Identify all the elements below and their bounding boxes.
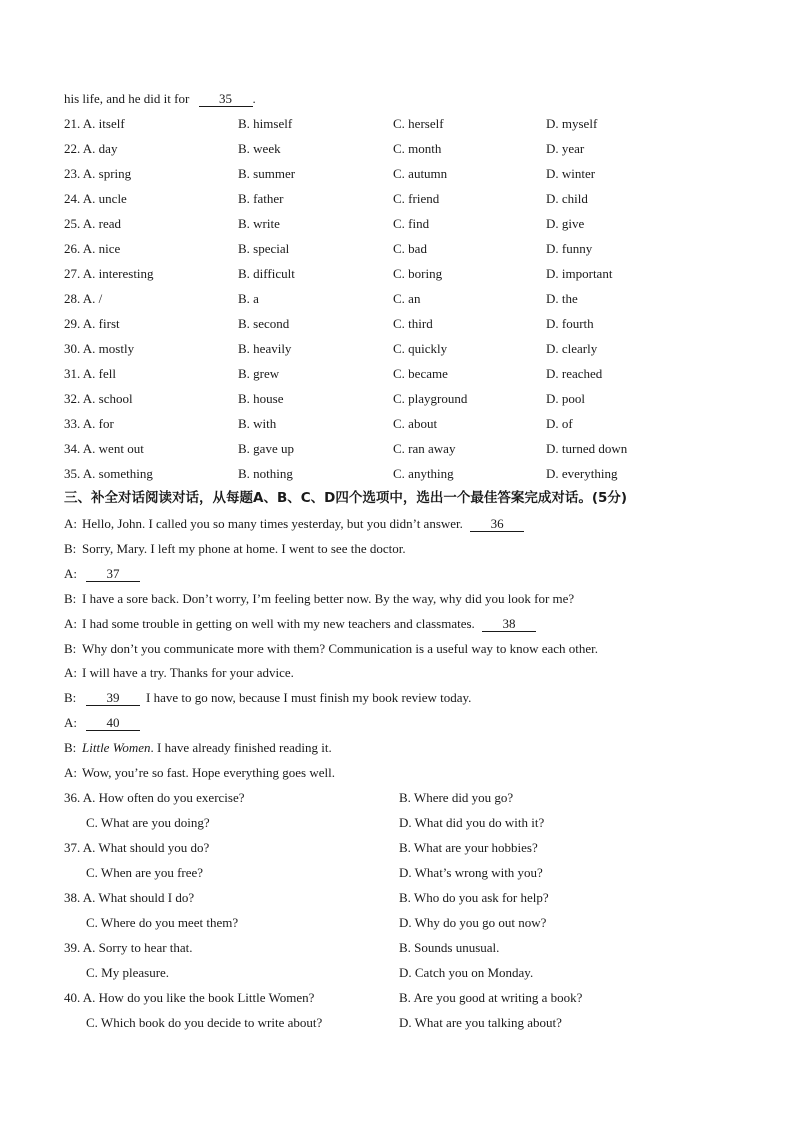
option-a: 36. A. How often do you exercise? <box>64 790 245 805</box>
option-d: D. give <box>546 216 585 231</box>
option-c: C. My pleasure. <box>86 965 170 980</box>
option-b: B. with <box>238 416 277 431</box>
option-c: C. What are you doing? <box>86 815 210 830</box>
dialogue-text: Hello, John. I called you so many times yesterday, but you didn’t answer. <box>82 516 463 531</box>
option-c: C. bad <box>393 241 427 256</box>
blank-37: 37 <box>86 567 140 582</box>
option-d: D. fourth <box>546 316 594 331</box>
speaker-label: A: <box>64 566 77 581</box>
option-d: D. What are you talking about? <box>399 1015 562 1030</box>
speaker-label: A: <box>64 665 77 680</box>
option-c: C. playground <box>393 391 468 406</box>
option-b: B. Where did you go? <box>399 790 514 805</box>
option-a: 21. A. itself <box>64 116 125 131</box>
option-c: C. When are you free? <box>86 865 204 880</box>
option-d: D. everything <box>546 466 618 481</box>
option-a: 28. A. / <box>64 291 103 306</box>
option-a: 38. A. What should I do? <box>64 890 195 905</box>
option-b: B. week <box>238 141 281 156</box>
option-b: B. Sounds unusual. <box>399 940 500 955</box>
option-b: B. Are you good at writing a book? <box>399 990 583 1005</box>
speaker-label: A: <box>64 516 77 531</box>
speaker-label: B: <box>64 740 77 755</box>
option-d: D. Catch you on Monday. <box>399 965 534 980</box>
dialogue-text: I will have a try. Thanks for your advice. <box>82 665 294 680</box>
option-c: C. friend <box>393 191 440 206</box>
option-b: B. difficult <box>238 266 295 281</box>
question-row-29 <box>64 316 744 332</box>
dialogue-line-10 <box>64 740 332 756</box>
option-b: B. nothing <box>238 466 293 481</box>
answer-options-40-ab <box>64 990 744 1006</box>
option-b: B. special <box>238 241 290 256</box>
dialogue-line-5 <box>64 616 536 632</box>
option-d: D. important <box>546 266 613 281</box>
answer-options-39-cd <box>64 965 744 981</box>
option-b: B. grew <box>238 366 280 381</box>
answer-options-37-cd <box>64 865 744 881</box>
question-row-26 <box>64 241 744 257</box>
question-row-34 <box>64 441 744 457</box>
speaker-label: A: <box>64 616 77 631</box>
option-c: C. autumn <box>393 166 448 181</box>
speaker-label: B: <box>64 690 77 705</box>
dialogue-line-1 <box>64 516 524 532</box>
option-a: 31. A. fell <box>64 366 116 381</box>
option-c: C. anything <box>393 466 454 481</box>
dialogue-line-7 <box>64 665 294 681</box>
book-title: Little Women <box>82 740 151 755</box>
option-b: B. heavily <box>238 341 292 356</box>
option-b: B. Who do you ask for help? <box>399 890 549 905</box>
option-b: B. write <box>238 216 280 231</box>
dialogue-line-8 <box>64 690 471 706</box>
option-c: C. boring <box>393 266 443 281</box>
question-row-27 <box>64 266 744 282</box>
question-row-25 <box>64 216 744 232</box>
option-c: C. Which book do you decide to write about? <box>86 1015 323 1030</box>
option-d: D. funny <box>546 241 593 256</box>
option-a: 27. A. interesting <box>64 266 154 281</box>
question-row-35 <box>64 466 744 482</box>
option-d: D. myself <box>546 116 598 131</box>
option-b: B. gave up <box>238 441 294 456</box>
blank-36: 36 <box>470 517 524 532</box>
option-c: C. Where do you meet them? <box>86 915 239 930</box>
option-d: D. winter <box>546 166 596 181</box>
intro-end: . <box>252 91 256 106</box>
blank-40: 40 <box>86 716 140 731</box>
option-a: 26. A. nice <box>64 241 121 256</box>
option-a: 23. A. spring <box>64 166 132 181</box>
option-d: D. turned down <box>546 441 628 456</box>
option-a: 37. A. What should you do? <box>64 840 210 855</box>
speaker-label: A: <box>64 765 77 780</box>
option-d: D. clearly <box>546 341 598 356</box>
option-b: B. What are your hobbies? <box>399 840 538 855</box>
option-b: B. himself <box>238 116 293 131</box>
option-c: C. an <box>393 291 421 306</box>
dialogue-line-11 <box>64 765 335 781</box>
option-a: 30. A. mostly <box>64 341 135 356</box>
question-row-32 <box>64 391 744 407</box>
dialogue-text: I have a sore back. Don’t worry, I’m feeling better now. By the way, why did you look for me? <box>82 591 575 606</box>
answer-options-39-ab <box>64 940 744 956</box>
blank-38: 38 <box>482 617 536 632</box>
question-row-23 <box>64 166 744 182</box>
answer-options-37-ab <box>64 840 744 856</box>
option-d: D. What’s wrong with you? <box>399 865 543 880</box>
option-b: B. a <box>238 291 259 306</box>
question-row-33 <box>64 416 744 432</box>
speaker-label: B: <box>64 591 77 606</box>
option-a: 32. A. school <box>64 391 133 406</box>
question-row-30 <box>64 341 744 357</box>
option-a: 22. A. day <box>64 141 118 156</box>
dialogue-text: I had some trouble in getting on well with my new teachers and classmates. <box>82 616 475 631</box>
question-row-21 <box>64 116 744 132</box>
section-3-heading: 三、补全对话阅读对话，从每题A、B、C、D四个选项中，选出一个最佳答案完成对话。(5分) <box>64 490 628 506</box>
option-d: D. What did you do with it? <box>399 815 545 830</box>
option-c: C. ran away <box>393 441 456 456</box>
option-c: C. month <box>393 141 442 156</box>
option-d: D. reached <box>546 366 603 381</box>
blank-39: 39 <box>86 691 140 706</box>
dialogue-line-9 <box>64 715 140 731</box>
option-d: D. Why do you go out now? <box>399 915 547 930</box>
option-d: D. of <box>546 416 573 431</box>
dialogue-text: Wow, you’re so fast. Hope everything goes well. <box>82 765 335 780</box>
option-a: 39. A. Sorry to hear that. <box>64 940 193 955</box>
option-b: B. father <box>238 191 284 206</box>
option-d: D. the <box>546 291 578 306</box>
question-row-24 <box>64 191 744 207</box>
option-d: D. year <box>546 141 585 156</box>
option-a: 35. A. something <box>64 466 153 481</box>
answer-options-38-cd <box>64 915 744 931</box>
answer-options-36-cd <box>64 815 744 831</box>
option-a: 25. A. read <box>64 216 122 231</box>
intro-line <box>64 91 256 107</box>
option-b: B. summer <box>238 166 296 181</box>
option-a: 40. A. How do you like the book Little Women? <box>64 990 315 1005</box>
blank-35: 35 <box>199 92 253 107</box>
option-b: B. second <box>238 316 290 331</box>
answer-options-36-ab <box>64 790 744 806</box>
option-c: C. about <box>393 416 438 431</box>
option-d: D. child <box>546 191 588 206</box>
option-a: 29. A. first <box>64 316 120 331</box>
answer-options-40-cd <box>64 1015 744 1031</box>
dialogue-text: . I have already finished reading it. <box>150 740 332 755</box>
option-c: C. third <box>393 316 433 331</box>
intro-text: his life, and he did it for <box>64 91 190 106</box>
option-a: 24. A. uncle <box>64 191 127 206</box>
dialogue-line-4 <box>64 591 574 607</box>
dialogue-line-6 <box>64 641 598 657</box>
option-b: B. house <box>238 391 284 406</box>
option-c: C. quickly <box>393 341 448 356</box>
option-c: C. find <box>393 216 430 231</box>
dialogue-line-3 <box>64 566 140 582</box>
speaker-label: B: <box>64 641 77 656</box>
question-row-22 <box>64 141 744 157</box>
answer-options-38-ab <box>64 890 744 906</box>
option-a: 33. A. for <box>64 416 114 431</box>
option-a: 34. A. went out <box>64 441 144 456</box>
option-c: C. herself <box>393 116 444 131</box>
dialogue-text: I have to go now, because I must finish my book review today. <box>146 690 472 705</box>
question-row-28 <box>64 291 744 307</box>
dialogue-text: Sorry, Mary. I left my phone at home. I went to see the doctor. <box>82 541 406 556</box>
option-d: D. pool <box>546 391 585 406</box>
dialogue-line-2 <box>64 541 406 557</box>
speaker-label: B: <box>64 541 77 556</box>
dialogue-text: Why don’t you communicate more with them? Communication is a useful way to know each other. <box>82 641 599 656</box>
speaker-label: A: <box>64 715 77 730</box>
question-row-31 <box>64 366 744 382</box>
option-c: C. became <box>393 366 448 381</box>
